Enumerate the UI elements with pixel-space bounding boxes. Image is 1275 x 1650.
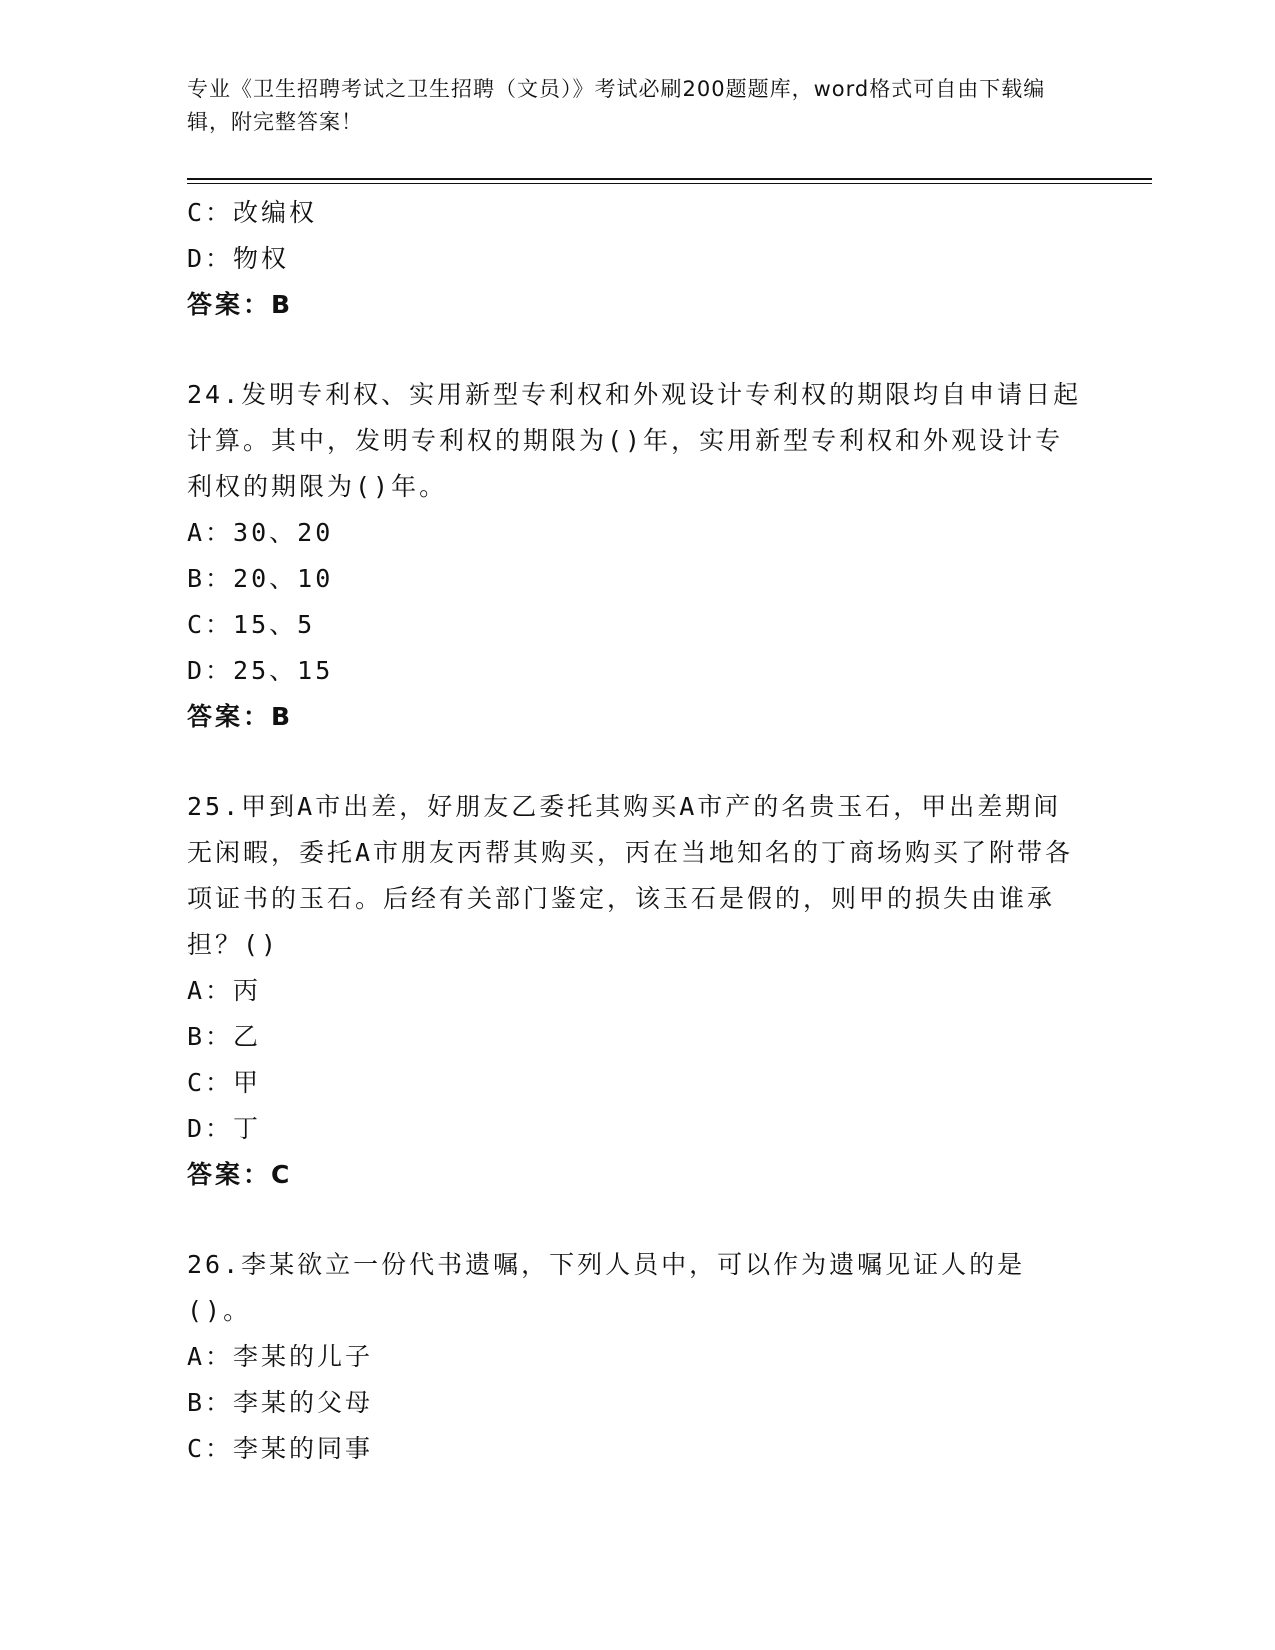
- header-divider-thin: [187, 183, 1152, 184]
- question-text: 24.发明专利权、实用新型专利权和外观设计专利权的期限均自申请日起计算。其中，发明专利权的期限为()年，实用新型专利权和外观设计专利权的期限为()年。: [187, 380, 1082, 501]
- question-25: [187, 784, 1087, 1198]
- option-a: A：30、20: [187, 518, 334, 547]
- question-26: [187, 1242, 1087, 1472]
- answer-line: 答案：C: [187, 1160, 293, 1189]
- header-divider-thick: [187, 178, 1152, 180]
- option-d: D：物权: [187, 244, 290, 273]
- option-c: C：甲: [187, 1068, 262, 1097]
- option-a: A：丙: [187, 976, 262, 1005]
- option-b: B：20、10: [187, 564, 334, 593]
- option-d: D：丁: [187, 1114, 262, 1143]
- option-d: D：25、15: [187, 656, 334, 685]
- document-body: [187, 190, 1087, 1472]
- answer-line: 答案：B: [187, 290, 294, 319]
- option-b: B：李某的父母: [187, 1388, 374, 1417]
- option-c: C：15、5: [187, 610, 316, 639]
- question-text: 25.甲到A市出差，好朋友乙委托其购买A市产的名贵玉石，甲出差期间无闲暇，委托A市朋友丙帮其购买，丙在当地知名的丁商场购买了附带各项证书的玉石。后经有关部门鉴定，该玉石是假的，则甲的损失由谁承担？(): [187, 792, 1074, 959]
- document-header: 专业《卫生招聘考试之卫生招聘（文员）》考试必刷200题题库，word格式可自由下载编辑，附完整答案！: [187, 77, 1046, 134]
- question-text: 26.李某欲立一份代书遗嘱，下列人员中，可以作为遗嘱见证人的是()。: [187, 1250, 1026, 1325]
- option-b: B：乙: [187, 1022, 262, 1051]
- option-c: C：改编权: [187, 198, 318, 227]
- answer-line: 答案：B: [187, 702, 294, 731]
- option-c: C：李某的同事: [187, 1434, 374, 1463]
- question-24: [187, 372, 1087, 740]
- option-a: A：李某的儿子: [187, 1342, 374, 1371]
